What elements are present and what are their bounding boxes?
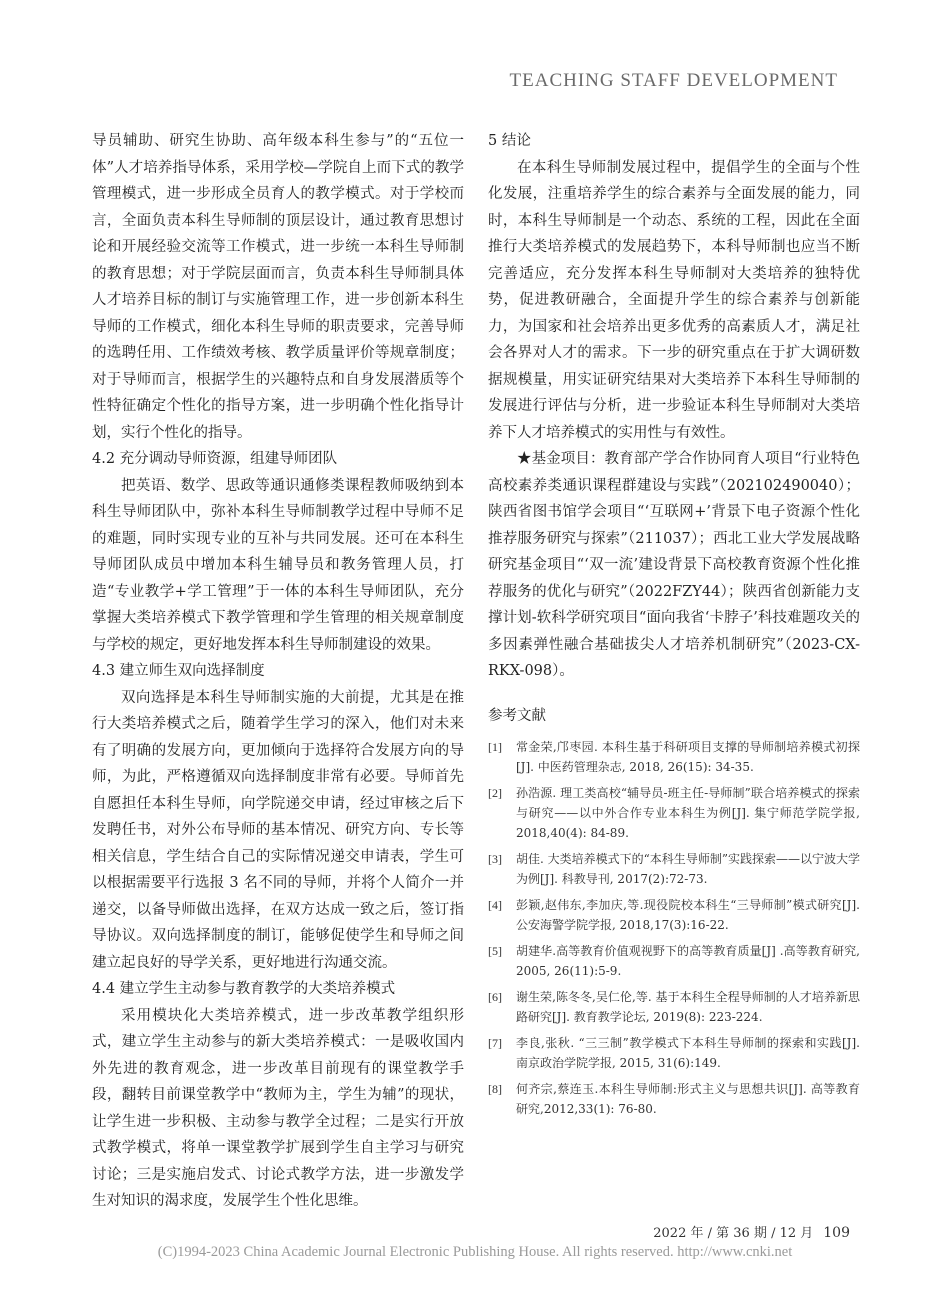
page-footer <box>653 1222 850 1241</box>
section-heading-4-2: 4.2 充分调动导师资源，组建导师团队 <box>92 451 338 467</box>
paragraph-4-4: 采用模块化大类培养模式，进一步改革教学组织形式，建立学生主动参与的新大类培养模式：一是吸收国内外先进的教育观念，进一步改革目前现有的课堂教学手段，翻转目前课堂教学中“教师为主，学生为辅”的现状，让学生进一步积极、主动参与教学全过程；二是实行开放式教学模式，将单一课堂教学扩展到学生自主学习与研究讨论；三是实施启发式、讨论式教学方法，进一步激发学生对知识的渴求度，发展学生个性化思维。 <box>92 1007 464 1209</box>
reference-number: [5] <box>488 943 502 958</box>
reference-text: 谢生荣,陈冬冬,吴仁伦,等. 基于本科生全程导师制的人才培养新思路研究[J]. 教育教学论坛, 2019(8): 223-224. <box>516 989 860 1024</box>
reference-text: 孙浩源. 理工类高校“辅导员-班主任-导师制”联合培养模式的探索与研究——以中外合作专业本科生为例[J]. 集宁师范学院学报, 2018,40(4): 84-89. <box>516 785 860 840</box>
reference-text: 胡佳. 大类培养模式下的“本科生导师制”实践探索——以宁波大学为例[J]. 科教导刊, 2017(2):72-73. <box>516 851 860 886</box>
copyright-notice: (C)1994-2023 China Academic Journal Electronic Publishing House. All rights reserved. http://www.cnki.net <box>157 1244 793 1260</box>
right-column <box>488 128 860 1125</box>
reference-item <box>488 849 860 889</box>
reference-number: [6] <box>488 989 502 1004</box>
running-header: TEACHING STAFF DEVELOPMENT <box>509 70 838 91</box>
reference-text: 李良,张秋. “三三制”教学模式下本科生导师制的探索和实践[J]. 南京政治学院学报, 2015, 31(6):149. <box>516 1035 860 1070</box>
page-number: 109 <box>823 1225 850 1241</box>
reference-number: [8] <box>488 1081 502 1096</box>
reference-number: [1] <box>488 739 502 754</box>
reference-number: [2] <box>488 785 502 800</box>
issue-info: 2022 年 / 第 36 期 / 12 月 <box>653 1226 814 1241</box>
references-heading: 参考文献 <box>488 707 546 724</box>
paragraph-4-3: 双向选择是本科生导师制实施的大前提，尤其是在推行大类培养模式之后，随着学生学习的深入，他们对未来有了明确的发展方向，更加倾向于选择符合发展方向的导师，为此，严格遵循双向选择制度非常有必要。导师首先自愿担任本科生导师，向学院递交申请，经过审核之后下发聘任书，对外公布导师的基本情况、研究方向、专长等相关信息，学生结合自己的实际情况递交申请表，学生可以根据需要平行选报 3 名不同的导师，并将个人简介一并递交，以备导师做出选择，在双方达成一致之后，签订指导协议。双向选择制度的制订，能够促使学生和导师之间建立起良好的导学关系，更好地进行沟通交流。 <box>92 689 464 971</box>
reference-item <box>488 1033 860 1073</box>
reference-text: 彭颖,赵伟东,李加庆,等.现役院校本科生“三导师制”模式研究[J]. 公安海警学院学报, 2018,17(3):16-22. <box>516 897 860 932</box>
reference-number: [3] <box>488 851 502 866</box>
reference-text: 何齐宗,蔡连玉.本科生导师制:形式主义与思想共识[J]. 高等教育研究,2012,33(1): 76-80. <box>516 1081 860 1116</box>
paragraph-4-2: 把英语、数学、思政等通识通修类课程教师吸纳到本科生导师团队中，弥补本科生导师制教学过程中导师不足的难题，同时实现专业的互补与共同发展。还可在本科生导师团队成员中增加本科生辅导员和教务管理人员，打造“专业教学+学工管理”于一体的本科生导师团队，充分掌握大类培养模式下教学管理和学生管理的相关规章制度与学校的规定，更好地发挥本科生导师制建设的效果。 <box>92 477 464 653</box>
section-heading-4-3: 4.3 建立师生双向选择制度 <box>92 663 265 679</box>
reference-list <box>488 737 860 1119</box>
left-column <box>92 128 464 1215</box>
fund-note: ★基金项目：教育部产学合作协同育人项目“行业特色高校素养类通识课程群建设与实践”（202102490040）；陕西省图书馆学会项目“‘互联网+’背景下电子资源个性化推荐服务研究与探索”（211037）；西北工业大学发展战略研究基金项目“‘双一流’建设背景下高校教育资源个性化推荐服务的优化与研究”（2022FZY44）；陕西省创新能力支撑计划-软科学研究项目“面向我省‘卡脖子’科技难题攻关的多因素弹性融合基础拔尖人才培养机制研究”（2023-CX-RKX-098）。 <box>488 451 860 679</box>
reference-item <box>488 737 860 777</box>
conclusion-paragraph: 在本科生导师制发展过程中，提倡学生的全面与个性化发展，注重培养学生的综合素养与全面发展的能力，同时，本科生导师制是一个动态、系统的工程，因此在全面推行大类培养模式的发展趋势下，本科导师制也应当不断完善适应，充分发挥本科生导师制对大类培养的独特优势，促进教研融合，全面提升学生的综合素养与创新能力，为国家和社会培养出更多优秀的高素质人才，满足社会各界对人才的需求。下一步的研究重点在于扩大调研数据规模量，用实证研究结果对大类培养下本科生导师制的发展进行评估与分析，进一步验证本科生导师制对大类培养下人才培养模式的实用性与有效性。 <box>488 159 860 441</box>
reference-text: 常金荣,邝枣园. 本科生基于科研项目支撑的导师制培养模式初探[J]. 中医药管理杂志, 2018, 26(15): 34-35. <box>516 739 860 774</box>
reference-text: 胡建华.高等教育价值观视野下的高等教育质量[J] .高等教育研究, 2005, 26(11):5-9. <box>516 943 860 978</box>
paragraph-continued: 导员辅助、研究生协助、高年级本科生参与”的“五位一体”人才培养指导体系，采用学校—学院自上而下式的教学管理模式，进一步形成全员育人的教学模式。对于学校而言，全面负责本科生导师制的顶层设计，通过教育思想讨论和开展经验交流等工作模式，进一步统一本科生导师制的教育思想；对于学院层面而言，负责本科生导师制具体人才培养目标的制订与实施管理工作，进一步创新本科生导师的工作模式，细化本科生导师的职责要求，完善导师的选聘任用、工作绩效考核、教学质量评价等规章制度；对于导师而言，根据学生的兴趣特点和自身发展潜质等个性特征确定个性化的指导方案，进一步明确个性化指导计划，实行个性化的指导。 <box>92 133 464 441</box>
reference-item <box>488 895 860 935</box>
reference-number: [7] <box>488 1035 502 1050</box>
reference-number: [4] <box>488 897 502 912</box>
section-heading-5: 5 结论 <box>488 133 531 149</box>
section-heading-4-4: 4.4 建立学生主动参与教育教学的大类培养模式 <box>92 981 396 997</box>
reference-item <box>488 783 860 843</box>
reference-item <box>488 941 860 981</box>
reference-item <box>488 987 860 1027</box>
reference-item <box>488 1079 860 1119</box>
